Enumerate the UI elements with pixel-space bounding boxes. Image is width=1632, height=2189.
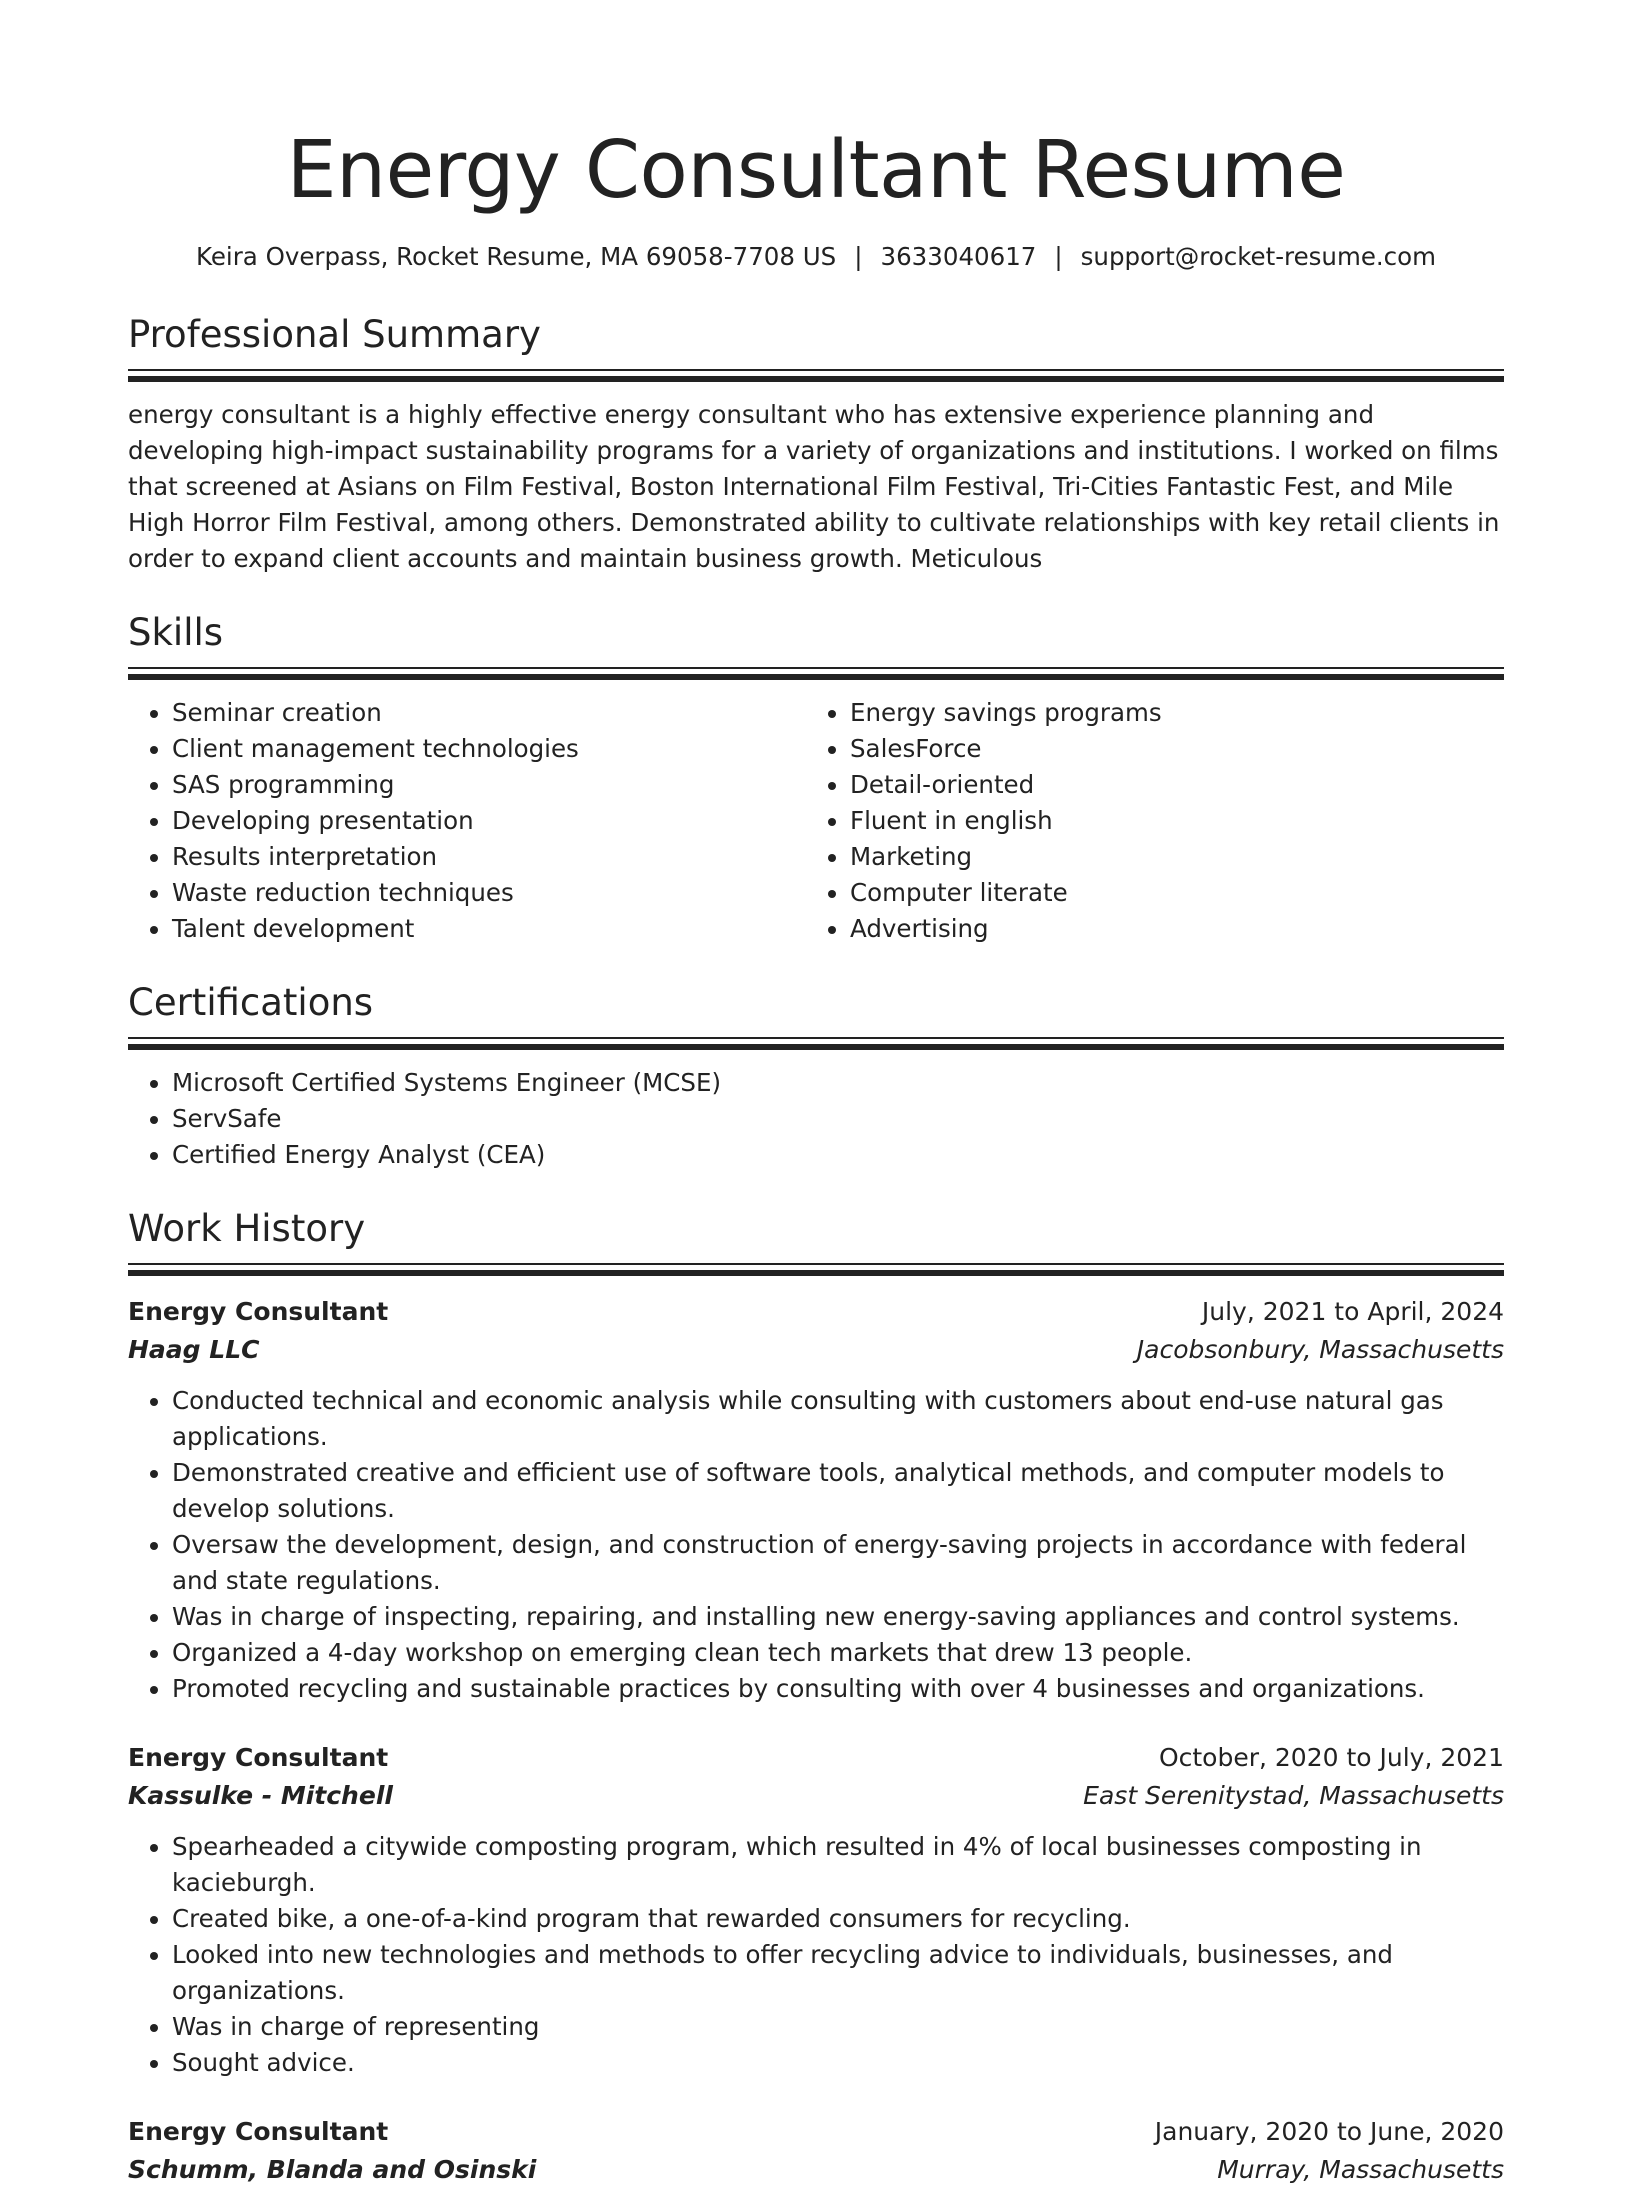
resume-page <box>128 0 1504 2189</box>
skill-item: • Waste reduction techniques <box>172 875 806 911</box>
skills-list <box>806 695 1484 947</box>
job-subheader <box>128 1331 1504 1369</box>
section-heading-skills: Skills <box>128 611 224 654</box>
skills-section <box>128 609 1504 947</box>
skill-item: • SalesForce <box>850 731 1484 767</box>
job-bullet: • Demonstrated creative and efficient use of software tools, analytical methods, and computer models to develop solutions. <box>172 1455 1504 1527</box>
skills-list <box>128 695 806 947</box>
skill-item: • Marketing <box>850 839 1484 875</box>
job-dates: January, 2020 to June, 2020 <box>1154 2117 1504 2146</box>
work-history-section <box>128 1205 1504 2189</box>
job-entry <box>128 2113 1504 2189</box>
contact-line <box>128 241 1504 273</box>
job-header <box>128 1739 1504 1777</box>
job-entry <box>128 1739 1504 2081</box>
job-subheader <box>128 2151 1504 2189</box>
job-bullets <box>128 1383 1504 1707</box>
job-bullet: • Oversaw the development, design, and construction of energy-saving projects in accordance with federal and state regulations. <box>172 1527 1504 1599</box>
job-location: Jacobsonbury, Massachusetts <box>1136 1335 1504 1364</box>
job-bullet: • Spearheaded a citywide composting program, which resulted in 4% of local businesses composting in kacieburgh. <box>172 1829 1504 1901</box>
job-header <box>128 1293 1504 1331</box>
skill-item: • Energy savings programs <box>850 695 1484 731</box>
job-header <box>128 2113 1504 2151</box>
skills-column-left <box>128 695 806 947</box>
summary-section <box>128 311 1504 577</box>
skill-item: • Fluent in english <box>850 803 1484 839</box>
summary-text: energy consultant is a highly effective energy consultant who has extensive experience planning and developing high-impact sustainability programs for a variety of organizations and institutions. I worked on films that screened at Asians on Film Festival, Boston International Film Festival, Tri-Cities Fantastic Fest, and Mile High Horror Film Festival, among others. Demonstrated ability to cultivate relationships with key retail clients in order to expand client accounts and maintain business growth. Meticulous <box>128 400 1500 573</box>
section-divider <box>128 369 1504 383</box>
skills-column-right <box>806 695 1484 947</box>
skill-item: • Advertising <box>850 911 1484 947</box>
job-bullet: • Was in charge of representing <box>172 2009 1504 2045</box>
skill-item: • Detail-oriented <box>850 767 1484 803</box>
job-bullet: • Promoted recycling and sustainable practices by consulting with over 4 businesses and organizations. <box>172 1671 1504 1707</box>
skill-item: • Seminar creation <box>172 695 806 731</box>
job-title: Energy Consultant <box>128 1743 389 1772</box>
certification-item: • Certified Energy Analyst (CEA) <box>172 1137 1504 1173</box>
job-subheader <box>128 1777 1504 1815</box>
job-dates: October, 2020 to July, 2021 <box>1158 1743 1504 1772</box>
section-heading-certifications: Certifications <box>128 981 374 1024</box>
certifications-section <box>128 979 1504 1173</box>
skill-item: • Developing presentation <box>172 803 806 839</box>
job-company: Schumm, Blanda and Osinski <box>128 2155 537 2184</box>
section-divider <box>128 1263 1504 1277</box>
certifications-list <box>128 1065 1504 1173</box>
skills-grid <box>128 695 1504 947</box>
contact-separator: | <box>854 242 863 271</box>
skill-item: • SAS programming <box>172 767 806 803</box>
skill-item: • Client management technologies <box>172 731 806 767</box>
job-bullet: • Conducted technical and economic analysis while consulting with customers about end-use natural gas applications. <box>172 1383 1504 1455</box>
job-bullet: • Looked into new technologies and methods to offer recycling advice to individuals, businesses, and organizations. <box>172 1937 1504 2009</box>
skill-item: • Talent development <box>172 911 806 947</box>
job-location: East Serenitystad, Massachusetts <box>1083 1781 1504 1810</box>
job-bullet: • Sought advice. <box>172 2045 1504 2081</box>
skill-item: • Results interpretation <box>172 839 806 875</box>
page-title: Energy Consultant Resume <box>286 124 1346 216</box>
contact-phone: 3633040617 <box>880 242 1037 271</box>
certification-item: • Microsoft Certified Systems Engineer (MCSE) <box>172 1065 1504 1101</box>
job-title: Energy Consultant <box>128 2117 389 2146</box>
contact-separator: | <box>1054 242 1063 271</box>
job-dates: July, 2021 to April, 2024 <box>1201 1297 1504 1326</box>
section-heading-work-history: Work History <box>128 1207 366 1250</box>
job-location: Murray, Massachusetts <box>1217 2155 1504 2184</box>
contact-email: support@rocket-resume.com <box>1080 242 1437 271</box>
certification-item: • ServSafe <box>172 1101 1504 1137</box>
job-company: Haag LLC <box>128 1335 260 1364</box>
job-bullet: • Created bike, a one-of-a-kind program that rewarded consumers for recycling. <box>172 1901 1504 1937</box>
section-divider <box>128 667 1504 681</box>
section-heading-summary: Professional Summary <box>128 313 541 356</box>
skill-item: • Computer literate <box>850 875 1484 911</box>
job-title: Energy Consultant <box>128 1297 389 1326</box>
contact-address: Keira Overpass, Rocket Resume, MA 69058-7708 US <box>195 242 837 271</box>
job-bullets <box>128 1829 1504 2081</box>
job-entry <box>128 1293 1504 1707</box>
job-bullet: • Organized a 4-day workshop on emerging clean tech markets that drew 13 people. <box>172 1635 1504 1671</box>
job-company: Kassulke - Mitchell <box>128 1781 393 1810</box>
job-bullet: • Was in charge of inspecting, repairing, and installing new energy-saving appliances and control systems. <box>172 1599 1504 1635</box>
section-divider <box>128 1037 1504 1051</box>
